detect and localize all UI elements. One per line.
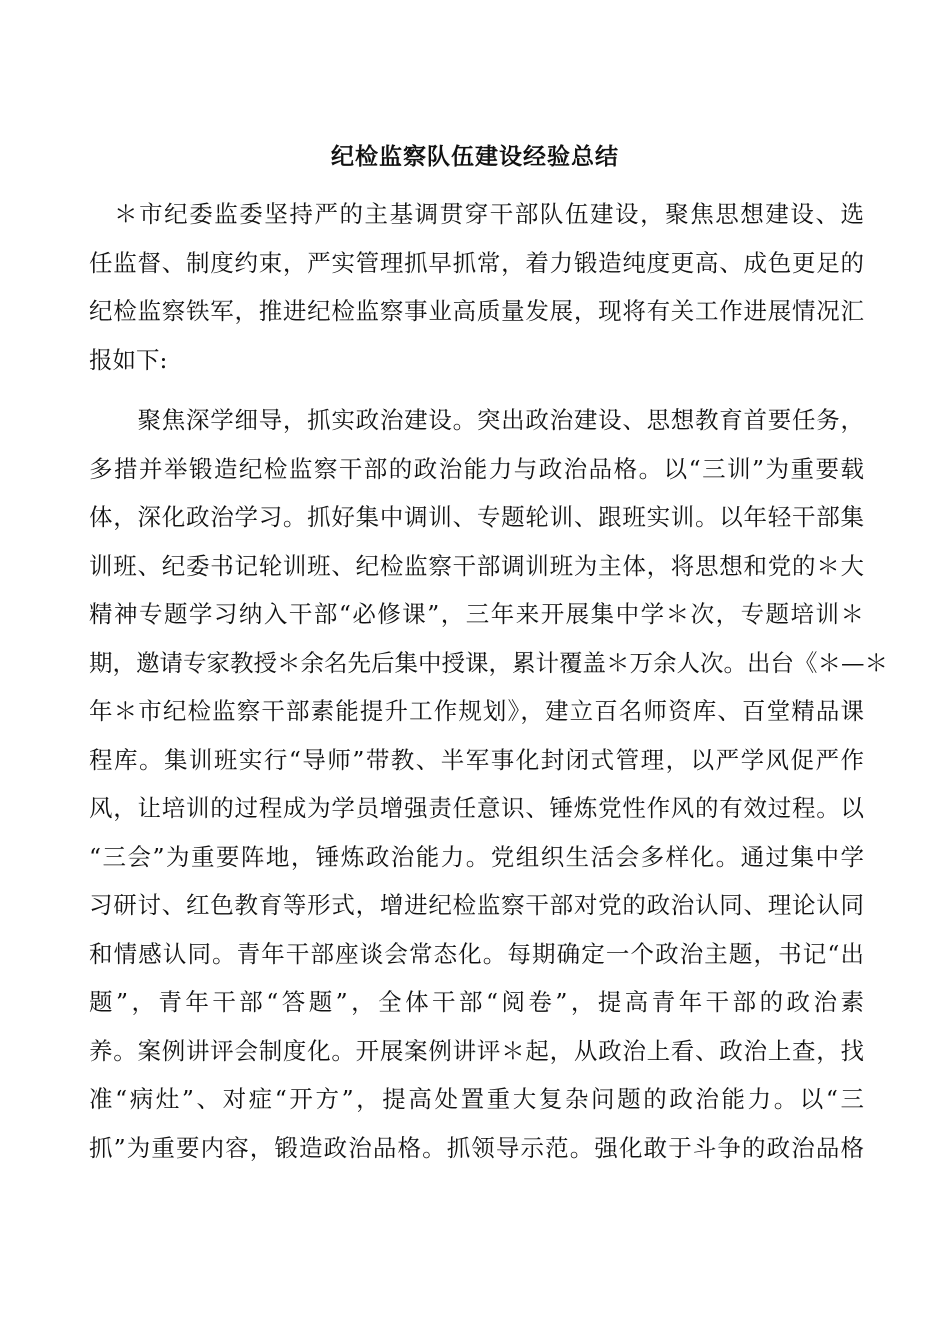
text-line: 体，深化政治学习。抓好集中调训、专题轮训、跟班实训。以年轻干部集 bbox=[89, 503, 864, 531]
text-line: “三会”为重要阵地，锤炼政治能力。党组织生活会多样化。通过集中学 bbox=[89, 842, 864, 871]
text-line: 纪检监察铁军，推进纪检监察事业高质量发展，现将有关工作进展情况汇 bbox=[89, 297, 864, 325]
text-line: 训班、纪委书记轮训班、纪检监察干部调训班为主体，将思想和党的＊大 bbox=[89, 551, 864, 580]
document-title: 纪检监察队伍建设经验总结 bbox=[331, 143, 619, 170]
text-line: 题”，青年干部“答题”，全体干部“阅卷”，提高青年干部的政治素 bbox=[89, 988, 864, 1016]
paragraph-gap bbox=[89, 384, 864, 396]
text-line: 程库。集训班实行“导师”带教、半军事化封闭式管理，以严学风促严作 bbox=[89, 745, 864, 774]
text-line: 聚焦深学细导，抓实政治建设。突出政治建设、思想教育首要任务， bbox=[89, 406, 864, 434]
text-line: 和情感认同。青年干部座谈会常态化。每期确定一个政治主题，书记“出 bbox=[89, 939, 864, 968]
text-line: 抓”为重要内容，锻造政治品格。抓领导示范。强化敢于斗争的政治品格 bbox=[89, 1133, 864, 1162]
text-line: 养。案例讲评会制度化。开展案例讲评＊起，从政治上看、政治上查，找 bbox=[89, 1036, 864, 1065]
text-line: 期，邀请专家教授＊余名先后集中授课，累计覆盖＊万余人次。出台《＊—＊ bbox=[89, 648, 888, 677]
document-body bbox=[89, 190, 888, 1172]
text-line: 准“病灶”、对症“开方”，提高处置重大复杂问题的政治能力。以“三 bbox=[89, 1085, 864, 1113]
text-line: 多措并举锻造纪检监察干部的政治能力与政治品格。以“三训”为重要载 bbox=[89, 454, 864, 483]
text-line: ＊市纪委监委坚持严的主基调贯穿干部队伍建设，聚焦思想建设、选 bbox=[89, 200, 864, 228]
text-line: 报如下: bbox=[89, 345, 168, 374]
paragraph-intro bbox=[89, 190, 864, 384]
text-line: 风，让培训的过程成为学员增强责任意识、锤炼党性作风的有效过程。以 bbox=[89, 794, 864, 822]
text-line: 习研讨、红色教育等形式，增进纪检监察干部对党的政治认同、理论认同 bbox=[89, 891, 864, 919]
paragraph-political-building bbox=[89, 396, 888, 1172]
text-line: 年＊市纪检监察干部素能提升工作规划》，建立百名师资库、百堂精品课 bbox=[89, 697, 864, 725]
text-line: 任监督、制度约束，严实管理抓早抓常，着力锻造纯度更高、成色更足的 bbox=[89, 248, 864, 277]
text-line: 精神专题学习纳入干部“必修课”，三年来开展集中学＊次，专题培训＊ bbox=[89, 600, 864, 628]
